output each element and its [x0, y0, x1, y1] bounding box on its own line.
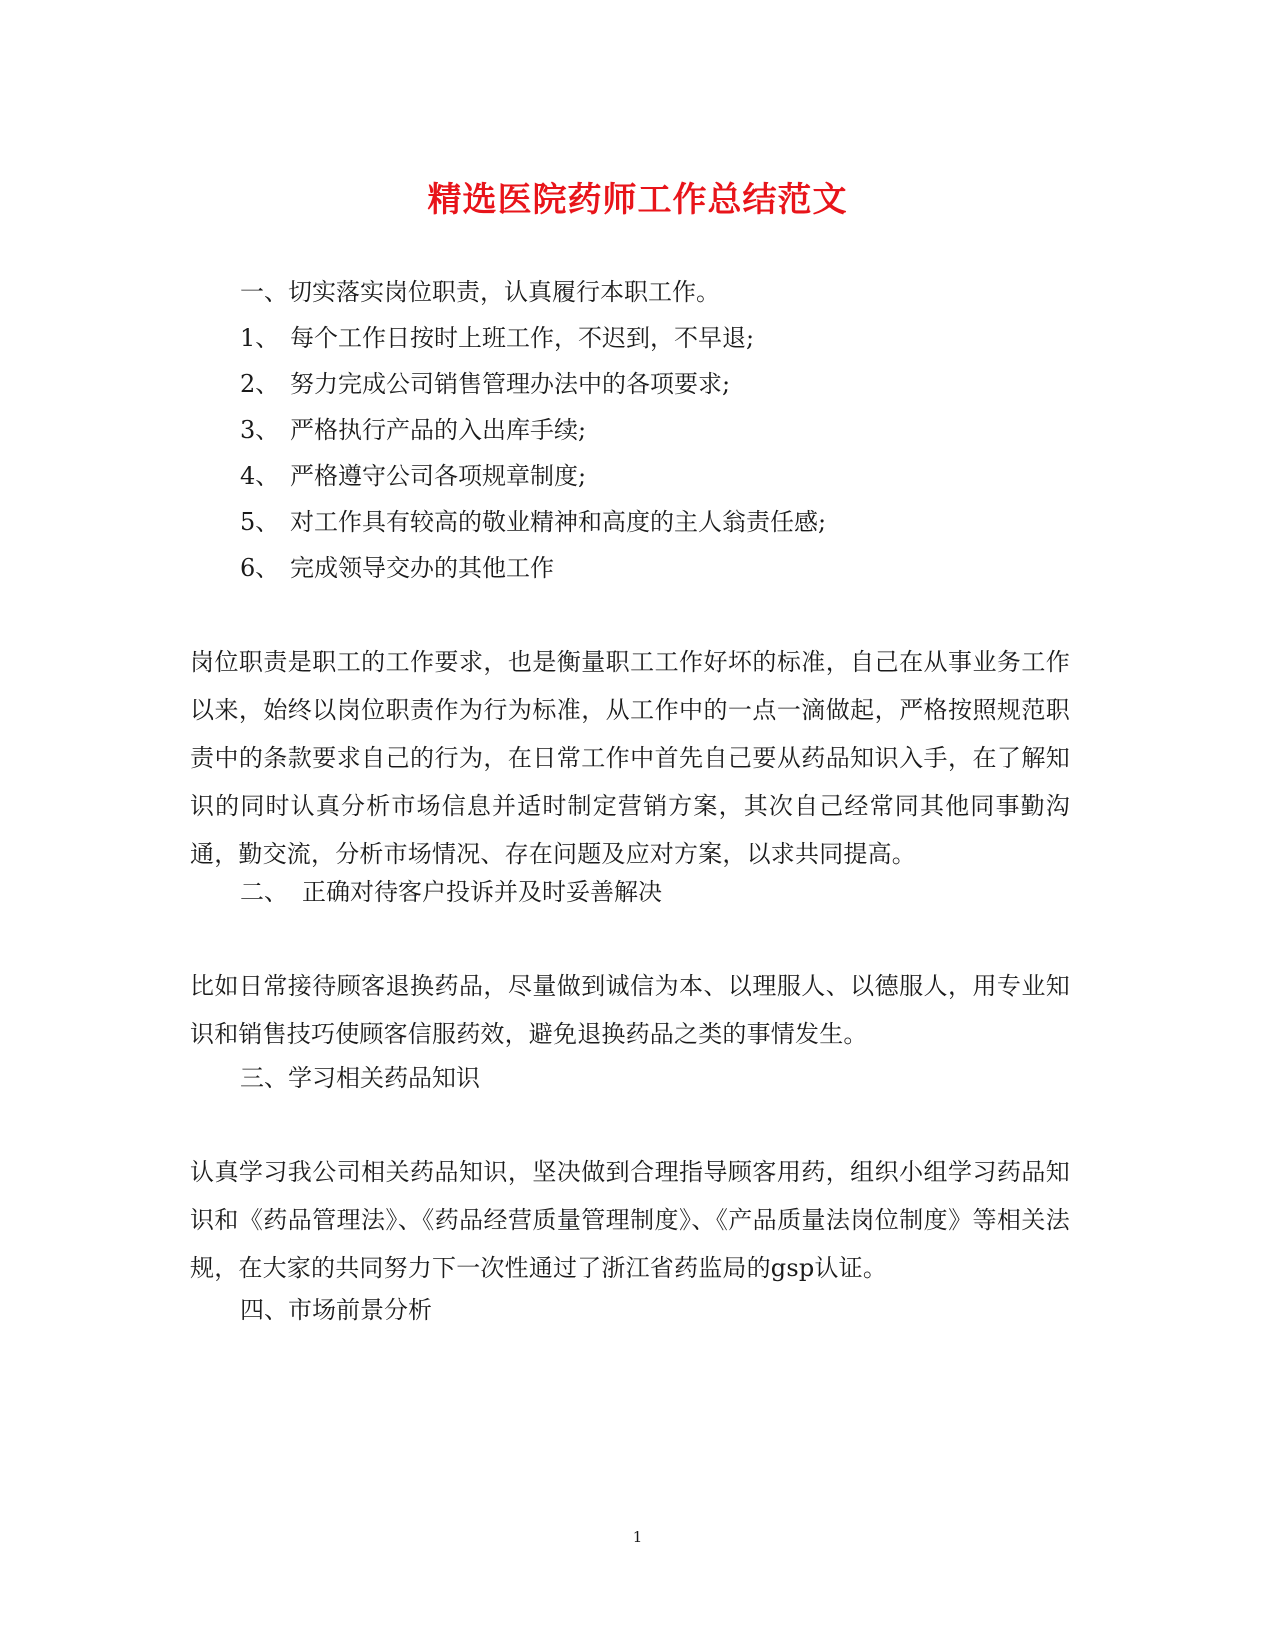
list-item-text: 努力完成公司销售管理办法中的各项要求; — [290, 370, 731, 398]
list-item-text: 严格遵守公司各项规章制度; — [290, 462, 587, 490]
list-item-number: 6、 — [240, 554, 280, 582]
section-1-heading: 一、切实落实岗位职责，认真履行本职工作。 — [240, 278, 720, 306]
list-item-number: 5、 — [240, 508, 280, 536]
list-item-text: 每个工作日按时上班工作，不迟到，不早退; — [290, 324, 755, 352]
page-number: 1 — [632, 1528, 643, 1546]
list-item-text: 对工作具有较高的敬业精神和高度的主人翁责任感; — [290, 508, 827, 536]
section-1-paragraph: 岗位职责是职工的工作要求，也是衡量职工工作好坏的标准，自己在从事业务工作以来，始终以岗位职责作为行为标准，从工作中的一点一滴做起，严格按照规范职责中的条款要求自己的行为，在日常工作中首先自己要从药品知识入手，在了解知识的同时认真分析市场信息并适时制定营销方案，其次自己经常同其他同事勤沟通，勤交流，分析市场情况、存在问题及应对方案，以求共同提高。 — [190, 648, 1070, 868]
section-3-paragraph: 认真学习我公司相关药品知识，坚决做到合理指导顾客用药，组织小组学习药品知识和《药品管理法》、《药品经营质量管理制度》、《产品质量法岗位制度》等相关法规，在大家的共同努力下一次性通过了浙江省药监局的gsp认证。 — [190, 1158, 1070, 1282]
page-title: 精选医院药师工作总结范文 — [427, 180, 848, 220]
section-3-heading: 三、学习相关药品知识 — [240, 1064, 480, 1092]
section-2-paragraph: 比如日常接待顾客退换药品，尽量做到诚信为本、以理服人、以德服人，用专业知识和销售技巧使顾客信服药效，避免退换药品之类的事情发生。 — [190, 972, 1070, 1048]
list-item-number: 3、 — [240, 416, 280, 444]
list-item-number: 2、 — [240, 370, 280, 398]
section-2-number: 二、 — [240, 878, 288, 906]
list-item-number: 1、 — [240, 324, 280, 352]
section-2-heading-row — [240, 877, 662, 907]
section-4-heading: 四、市场前景分析 — [240, 1296, 432, 1324]
list-item-number: 4、 — [240, 462, 280, 490]
section-2-heading: 正确对待客户投诉并及时妥善解决 — [302, 878, 662, 906]
list-item-text: 严格执行产品的入出库手续; — [290, 416, 587, 444]
list-item-text: 完成领导交办的其他工作 — [290, 554, 554, 582]
